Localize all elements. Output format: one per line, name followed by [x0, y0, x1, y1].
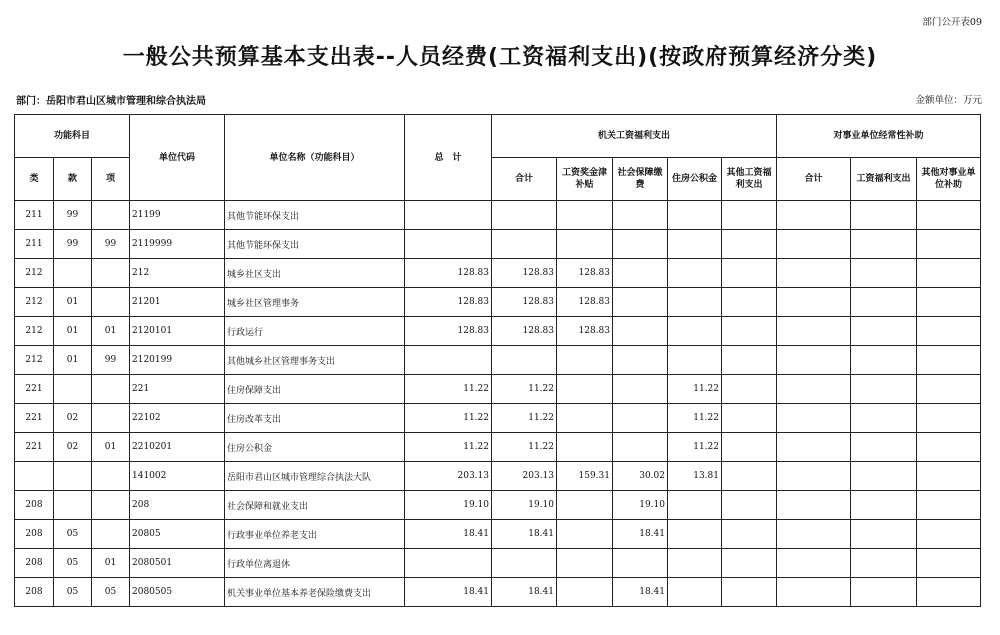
table-row: [15, 375, 981, 404]
cell-xiang: 05: [92, 578, 130, 607]
header-inst-subtotal: 合计: [777, 158, 851, 201]
header-xiang: 项: [92, 158, 130, 201]
cell-kuan: 01: [54, 346, 92, 375]
cell-xiang: 01: [92, 433, 130, 462]
cell-inst-wage: [851, 549, 917, 578]
cell-code: 208: [130, 491, 225, 520]
cell-other: [722, 288, 777, 317]
cell-housing: [668, 317, 722, 346]
cell-inst-other: [917, 288, 981, 317]
cell-inst-wage: [851, 346, 917, 375]
cell-name: 社会保障和就业支出: [225, 491, 405, 520]
cell-inst-other: [917, 404, 981, 433]
page-title: 一般公共预算基本支出表--人员经费(工资福利支出)(按政府预算经济分类): [122, 45, 878, 70]
cell-xiang: [92, 491, 130, 520]
cell-housing: 11.22: [668, 433, 722, 462]
cell-xiang: 01: [92, 317, 130, 346]
cell-name: 岳阳市君山区城市管理综合执法大队: [225, 462, 405, 491]
cell-name: 城乡社区支出: [225, 259, 405, 288]
cell-wage: [557, 375, 613, 404]
cell-inst-sum: [777, 491, 851, 520]
cell-inst-wage: [851, 433, 917, 462]
cell-total: [405, 230, 492, 259]
cell-org-sum: 128.83: [492, 259, 557, 288]
cell-code: 20805: [130, 520, 225, 549]
cell-total: 128.83: [405, 259, 492, 288]
cell-other: [722, 404, 777, 433]
cell-name: 其他节能环保支出: [225, 230, 405, 259]
cell-inst-other: [917, 578, 981, 607]
cell-org-sum: 18.41: [492, 520, 557, 549]
cell-code: 2120101: [130, 317, 225, 346]
header-func-subject: 功能科目: [15, 115, 130, 158]
cell-social: [613, 259, 668, 288]
cell-social: [613, 317, 668, 346]
table-row: [15, 491, 981, 520]
cell-inst-sum: [777, 230, 851, 259]
cell-inst-other: [917, 230, 981, 259]
cell-social: 18.41: [613, 578, 668, 607]
cell-lei: 212: [15, 288, 54, 317]
cell-lei: 212: [15, 259, 54, 288]
cell-inst-wage: [851, 520, 917, 549]
cell-social: [613, 433, 668, 462]
cell-wage: [557, 230, 613, 259]
cell-inst-sum: [777, 578, 851, 607]
cell-total: [405, 346, 492, 375]
cell-org-sum: 11.22: [492, 433, 557, 462]
cell-wage: [557, 201, 613, 230]
cell-org-sum: 19.10: [492, 491, 557, 520]
cell-inst-sum: [777, 404, 851, 433]
cell-wage: 128.83: [557, 259, 613, 288]
table-row: [15, 578, 981, 607]
cell-kuan: 01: [54, 317, 92, 346]
cell-code: 2210201: [130, 433, 225, 462]
cell-other: [722, 230, 777, 259]
cell-wage: 128.83: [557, 288, 613, 317]
cell-kuan: 01: [54, 288, 92, 317]
cell-inst-other: [917, 346, 981, 375]
cell-social: [613, 404, 668, 433]
cell-total: 203.13: [405, 462, 492, 491]
department-label: 部门：岳阳市君山区城市管理和综合执法局: [16, 96, 206, 107]
cell-org-sum: [492, 346, 557, 375]
cell-org-sum: 18.41: [492, 578, 557, 607]
cell-inst-wage: [851, 317, 917, 346]
header-total: 总 计: [405, 115, 492, 201]
table-row: [15, 433, 981, 462]
cell-xiang: 99: [92, 346, 130, 375]
cell-kuan: 05: [54, 520, 92, 549]
cell-inst-other: [917, 491, 981, 520]
table-row: [15, 288, 981, 317]
cell-kuan: [54, 491, 92, 520]
cell-housing: [668, 549, 722, 578]
cell-inst-wage: [851, 288, 917, 317]
header-lei: 类: [15, 158, 54, 201]
cell-xiang: [92, 375, 130, 404]
cell-code: 2119999: [130, 230, 225, 259]
cell-social: [613, 549, 668, 578]
cell-lei: 208: [15, 491, 54, 520]
cell-total: [405, 201, 492, 230]
cell-lei: 221: [15, 433, 54, 462]
cell-inst-sum: [777, 201, 851, 230]
cell-lei: 208: [15, 520, 54, 549]
cell-wage: [557, 520, 613, 549]
cell-lei: 212: [15, 317, 54, 346]
cell-name: 其他节能环保支出: [225, 201, 405, 230]
cell-xiang: 01: [92, 549, 130, 578]
cell-code: 21199: [130, 201, 225, 230]
table-row: [15, 346, 981, 375]
cell-name: 城乡社区管理事务: [225, 288, 405, 317]
cell-wage: 128.83: [557, 317, 613, 346]
cell-inst-sum: [777, 317, 851, 346]
cell-lei: 211: [15, 230, 54, 259]
table-row: [15, 317, 981, 346]
cell-inst-sum: [777, 375, 851, 404]
cell-org-sum: [492, 230, 557, 259]
cell-housing: [668, 288, 722, 317]
cell-social: 18.41: [613, 520, 668, 549]
header-inst-other: 其他对事业单位补助: [917, 158, 981, 201]
cell-wage: [557, 433, 613, 462]
cell-total: 11.22: [405, 433, 492, 462]
cell-inst-sum: [777, 433, 851, 462]
cell-name: 机关事业单位基本养老保险缴费支出: [225, 578, 405, 607]
cell-inst-other: [917, 549, 981, 578]
cell-other: [722, 491, 777, 520]
cell-wage: [557, 346, 613, 375]
cell-other: [722, 433, 777, 462]
cell-kuan: [54, 259, 92, 288]
cell-name: 住房公积金: [225, 433, 405, 462]
cell-xiang: [92, 288, 130, 317]
cell-inst-other: [917, 201, 981, 230]
cell-inst-other: [917, 462, 981, 491]
cell-kuan: 05: [54, 549, 92, 578]
cell-housing: 11.22: [668, 375, 722, 404]
cell-lei: [15, 462, 54, 491]
cell-other: [722, 549, 777, 578]
cell-org-sum: 11.22: [492, 404, 557, 433]
cell-name: 行政事业单位养老支出: [225, 520, 405, 549]
cell-inst-wage: [851, 491, 917, 520]
cell-code: 2120199: [130, 346, 225, 375]
cell-kuan: 02: [54, 433, 92, 462]
cell-name: 行政运行: [225, 317, 405, 346]
cell-other: [722, 201, 777, 230]
cell-name: 住房改革支出: [225, 404, 405, 433]
cell-inst-sum: [777, 288, 851, 317]
cell-inst-wage: [851, 201, 917, 230]
cell-housing: [668, 491, 722, 520]
cell-xiang: [92, 259, 130, 288]
cell-housing: [668, 201, 722, 230]
cell-inst-sum: [777, 520, 851, 549]
table-row: [15, 462, 981, 491]
cell-kuan: [54, 375, 92, 404]
cell-lei: 208: [15, 549, 54, 578]
cell-other: [722, 462, 777, 491]
cell-org-sum: [492, 549, 557, 578]
cell-social: [613, 201, 668, 230]
cell-code: 2080501: [130, 549, 225, 578]
table-row: [15, 404, 981, 433]
cell-total: 11.22: [405, 404, 492, 433]
cell-inst-wage: [851, 375, 917, 404]
cell-code: 212: [130, 259, 225, 288]
cell-xiang: [92, 404, 130, 433]
cell-org-sum: 203.13: [492, 462, 557, 491]
budget-table: [14, 114, 981, 607]
cell-lei: 221: [15, 404, 54, 433]
cell-code: 22102: [130, 404, 225, 433]
cell-inst-sum: [777, 549, 851, 578]
cell-xiang: [92, 462, 130, 491]
header-social-security: 社会保障缴费: [613, 158, 668, 201]
cell-inst-sum: [777, 462, 851, 491]
cell-housing: [668, 520, 722, 549]
cell-kuan: 05: [54, 578, 92, 607]
cell-name: 住房保障支出: [225, 375, 405, 404]
cell-inst-wage: [851, 578, 917, 607]
cell-org-sum: 128.83: [492, 317, 557, 346]
cell-inst-wage: [851, 259, 917, 288]
header-inst-wage: 工资福利支出: [851, 158, 917, 201]
cell-other: [722, 259, 777, 288]
cell-social: 30.02: [613, 462, 668, 491]
header-unit-name: 单位名称（功能科目）: [225, 115, 405, 201]
cell-housing: [668, 578, 722, 607]
cell-total: [405, 549, 492, 578]
table-row: [15, 549, 981, 578]
header-org-wage-group: 机关工资福利支出: [492, 115, 777, 158]
cell-other: [722, 578, 777, 607]
cell-other: [722, 520, 777, 549]
cell-xiang: [92, 201, 130, 230]
cell-inst-wage: [851, 404, 917, 433]
header-kuan: 款: [54, 158, 92, 201]
cell-total: 18.41: [405, 578, 492, 607]
cell-wage: [557, 491, 613, 520]
cell-org-sum: 11.22: [492, 375, 557, 404]
header-wage-bonus: 工资奖金津补贴: [557, 158, 613, 201]
cell-code: 21201: [130, 288, 225, 317]
cell-social: [613, 375, 668, 404]
cell-inst-other: [917, 317, 981, 346]
table-row: [15, 230, 981, 259]
header-row-1: [15, 115, 981, 158]
form-code: 部门公开表09: [922, 17, 982, 28]
cell-kuan: 02: [54, 404, 92, 433]
cell-other: [722, 317, 777, 346]
table-row: [15, 520, 981, 549]
cell-housing: [668, 259, 722, 288]
cell-housing: [668, 346, 722, 375]
cell-total: 128.83: [405, 317, 492, 346]
cell-social: [613, 230, 668, 259]
cell-inst-other: [917, 375, 981, 404]
cell-xiang: [92, 520, 130, 549]
cell-social: 19.10: [613, 491, 668, 520]
cell-lei: 211: [15, 201, 54, 230]
cell-name: 行政单位离退休: [225, 549, 405, 578]
cell-total: 19.10: [405, 491, 492, 520]
cell-inst-other: [917, 520, 981, 549]
cell-total: 18.41: [405, 520, 492, 549]
cell-wage: [557, 549, 613, 578]
cell-social: [613, 288, 668, 317]
cell-org-sum: 128.83: [492, 288, 557, 317]
cell-code: 141002: [130, 462, 225, 491]
cell-housing: [668, 230, 722, 259]
amount-unit-label: 金额单位：万元: [915, 95, 982, 106]
cell-lei: 221: [15, 375, 54, 404]
cell-org-sum: [492, 201, 557, 230]
cell-name: 其他城乡社区管理事务支出: [225, 346, 405, 375]
cell-inst-sum: [777, 259, 851, 288]
header-housing-fund: 住房公积金: [668, 158, 722, 201]
cell-kuan: [54, 462, 92, 491]
cell-total: 128.83: [405, 288, 492, 317]
cell-code: 2080505: [130, 578, 225, 607]
cell-inst-other: [917, 259, 981, 288]
cell-other: [722, 375, 777, 404]
cell-kuan: 99: [54, 201, 92, 230]
header-other-wage: 其他工资福利支出: [722, 158, 777, 201]
cell-lei: 212: [15, 346, 54, 375]
cell-social: [613, 346, 668, 375]
table-row: [15, 201, 981, 230]
cell-total: 11.22: [405, 375, 492, 404]
header-unit-code: 单位代码: [130, 115, 225, 201]
cell-wage: [557, 404, 613, 433]
table-row: [15, 259, 981, 288]
cell-wage: 159.31: [557, 462, 613, 491]
cell-inst-other: [917, 433, 981, 462]
cell-code: 221: [130, 375, 225, 404]
cell-kuan: 99: [54, 230, 92, 259]
cell-inst-wage: [851, 230, 917, 259]
cell-other: [722, 346, 777, 375]
cell-wage: [557, 578, 613, 607]
cell-lei: 208: [15, 578, 54, 607]
header-org-subtotal: 合计: [492, 158, 557, 201]
cell-housing: 13.81: [668, 462, 722, 491]
cell-housing: 11.22: [668, 404, 722, 433]
header-inst-subsidy-group: 对事业单位经常性补助: [777, 115, 981, 158]
cell-inst-sum: [777, 346, 851, 375]
cell-xiang: 99: [92, 230, 130, 259]
cell-inst-wage: [851, 462, 917, 491]
